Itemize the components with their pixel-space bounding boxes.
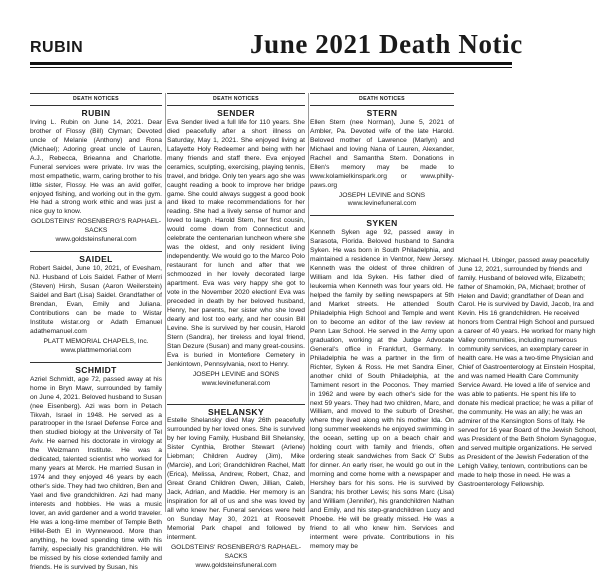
obituary-name: SCHMIDT xyxy=(75,364,117,375)
funeral-home-url: www.goldsteinsfuneral.com xyxy=(55,236,137,244)
funeral-home: PLATT MEMORIAL CHAPELS, Inc. xyxy=(43,337,149,345)
obituary xyxy=(310,219,454,551)
obituary xyxy=(167,408,305,571)
obituary-name: SAIDEL xyxy=(79,254,113,265)
divider xyxy=(30,251,162,252)
obituary-name: RUBIN xyxy=(81,107,111,118)
funeral-home: GOLDSTEINS' ROSENBERG'S RAPHAEL-SACKS xyxy=(30,218,162,235)
funeral-home: JOSEPH LEVINE and SONS xyxy=(338,191,426,199)
obituary-name: SHELANSKY xyxy=(207,406,265,417)
column-divider xyxy=(308,93,309,512)
obituary-column-2 xyxy=(167,93,305,569)
obituary-body: Kenneth Syken age 92, passed away in Sarasota, Florida. Beloved husband to Sandra Syken. He was born in South Philadelphia, and maintained a residence in Ventnor, New Jersey. Kenneth was the oldest of three children of William and Ida Syken. His father died of leukemia when Kenneth was four years old. He helped the family by selling newspapers at 5th and Market streets. He attended South Philadelphia High School and Temple and went on to become an editor of the law review at Penn Law School. He served in the Army upon graduation, working at the Judge Advocate General's office in Frankfurt, Germany. In Philadelphia he was a partner in the firm of Richter, Syken & Ross. He met Sandra Einer, another child of South Philadelphia, at the Tamiment resort in the Poconos. They married in 1962 and were by each other's side for the next 59 years. They had two children, Marc, and William, and moved to the suburb of Dresher, where they lived along with his mother Ida. On long summer weekends he enjoyed swimming in the ocean, setting up on a beach chair and holding court with family and friends, often ordering steak sandwiches from Sack O' Subs for dinner. An early riser, he would go out in the morning and come home with a newspaper and Hershey bars for his sons. He is survived by Sandra; his brother Lewis; his sons Marc (Lisa) and William (Jennifer), his grandchildren Nathan and Emily, and his step-grandchildren Lucy and Phoebe. He will be greatly missed. He was a friend to all who knew him. Services and interment were private. Contributions in his memory may be xyxy=(310,229,454,550)
obituary xyxy=(310,109,454,209)
running-head-left: RUBIN xyxy=(30,39,84,56)
funeral-home-url: www.levinefuneral.com xyxy=(201,379,271,387)
obituary-body: Estelle Shelansky died May 26th peacefully surrounded by her loved ones. She is survived by her loving Family, Husband Bill Shelansky, Sister Cynthia, Brother Stewart (Arlene) Liebman; Children Audrey (Jim), Mike (Marcie), and Lori; Grandchildren Rachel, Matt (Erica), Melissa, Andrew, Robert, Chaz, and Great Grand Children Owen, Jillian, Caleb, Jack, Adrian, and Maddie. Her memory is an inspiration for all of us and she was loved by all who knew her. Funeral services were held on Sunday May 30, 2021 at Roosevelt Memorial Park chapel and followed by interment. xyxy=(167,417,305,541)
divider xyxy=(167,404,305,405)
obituary-name: SENDER xyxy=(217,107,255,118)
running-head-title: June 2021 Death Notic xyxy=(250,29,523,59)
obituary-body: Azriel Schmidt, age 72, passed away at his home in Bryn Mawr, surrounded by family on June 4, 2021. Beloved husband to Susan (nee Eisenberg). Azi was born in Petach Tikvah, Israel in 1948. He served as a paratrooper in the Israel Defense Force and then studied biology at the University of Tel Aviv. He earned his doctorate in virology at the Weizmann Institute. He was a dedicated, talented scientist who worked for many years at Merck. He married Susan in 1974 and they enjoyed 46 years by each other's side. They had two children, Ben and Yael and five grandchildren. Azi had many interests and hobbies. He was a music lover, an avid gardener and a world traveler. He was a long-time member of Temple Beth Hillel-Beth El in Wynnewood. More than anything, he loved spending time with his family, especially his grandchildren. He will be missed by his close extended family and friends. He is survived by Susan, his xyxy=(30,375,162,571)
masthead-rule-thick xyxy=(30,62,512,65)
section-label: DEATH NOTICES xyxy=(310,93,454,106)
obituary xyxy=(30,109,162,245)
divider xyxy=(30,362,162,363)
obituary xyxy=(30,255,162,355)
funeral-home: GOLDSTEINS' ROSENBERG'S RAPHAEL-SACKS xyxy=(170,543,302,560)
column-divider xyxy=(165,93,166,512)
obituary xyxy=(167,109,305,389)
obituary-name: SYKEN xyxy=(366,218,398,229)
obituary-body: Robert Saidel, June 10, 2021, of Evesham, NJ. Husband of Lois Saidel. Father of Merri (Steven) Hirsh, Susan (Aaron Weilerstein) Saidel and Bart (Lisa) Saidel. Grandfather of Brendan, Evan, Emily and Juliana. Contributions can be made to Wistar Institute wistar.org or Adath Emanuel adathemanuel.com xyxy=(30,265,162,335)
section-label: DEATH NOTICES xyxy=(30,93,162,106)
funeral-home-url: www.plattmemorial.com xyxy=(60,346,132,354)
obituary-body: Eva Sender lived a full life for 110 years. She died peacefully after a short illness on Saturday, May 1, 2021. She enjoyed living at Lafayette Holy Redeemer and being with her many friends and staff there. Eva enjoyed ceramics, sculpting, exercising, playing tennis, travel, and bridge. Only ten years ago she was caught reading a book to improve her bridge game. She could always suggest a good book and liked to make recommendations for her reading. She had a lively sense of humor and loved to laugh. Harold Stern, her first cousin, would come down from Connecticut and celebrate the centenarian luncheon where she was the oldest, and only resident living independently. We would go to the Marco Polo restaurant for lunch and after that we schmoozed in her lovely decorated large apartment. Eva was very happy she got to vote in the November 2020 election! Eva was preceded in death by her beloved husband, Henry, her parents, her sister who she loved dearly and lost too early, and her cousin Bill Levine. She is survived by her cousin, Harold Stern (Sandra), her tireless and loyal friend, Stan Dezure (Susan) and many great-cousins. Eva is buried in Montefiore Cemetery in Jenkintown, Pennsylvania, next to Henry. xyxy=(167,118,305,368)
section-label: DEATH NOTICES xyxy=(167,93,305,106)
obituary-body: Irving L. Rubin on June 14, 2021. Dear brother of Flossy (Bill) Clyman; Devoted uncle of Melanie (Anthony) and Rona (Michael); Adoring great uncle of Lauren, A.J., Rebecca, Brieanna and Charlotte. Funeral services were private. Irv was the most empathetic, warm, caring brother to his little sister, Flossy. He was an avid golfer, enjoyed fishing, and working out in the gym. He had a strong work ethic and was just a nice guy to know. xyxy=(30,118,162,216)
divider xyxy=(310,215,454,216)
obituary xyxy=(30,366,162,573)
obituary-name: STERN xyxy=(366,107,398,118)
funeral-home-url: www.goldsteinsfuneral.com xyxy=(195,561,277,569)
obituary-column-4 xyxy=(458,250,597,512)
obituary-column-1 xyxy=(30,93,162,571)
obituary-column-3 xyxy=(310,93,454,550)
masthead-rule-thin xyxy=(30,67,512,68)
obituary-body: Ellen Stern (nee Norman), June 5, 2021 of Ambler, Pa. Devoted wife of the late Harold. Beloved mother of Lawrence (Marlyn) and Michael and loving Nana of Lauren, Alexander, Rachel and Samantha Stern. Donations in Ellen's memory may be made to www.kolamielkinspark.org or www.philly-paws.org xyxy=(310,118,454,189)
obituary-body: Michael H. Ubinger, passed away peacefully June 12, 2021, surrounded by friends and family. Husband of beloved wife, Elizabeth; father of Shamokin, PA, Michael; brother of Helen and David; grandfather of Dean and Carol. He is survived by David, Jacob, Ira and Kevin. His 16 grandchildren. He received honors from Central High School and pursued a career of 40 years. He worked for many high Valley communities, including numerous community services, an exemplary career in health care. He was a two-time Physician and Chief of Gastroenterology at Einstein Hospital, and was named Health Care Community Service Award. He loved a life of service and was able to patients. He spent his life to donate his medical practice; he was a pillar of the community. He was an ally; he was an admirer of the Kensington Sons of Italy. He served for 16 year Board of the Jewish School, was President of the Beth Sholom Synagogue, and served multiple organizations. He served as President of the Jewish Federation of the Lehigh Valley, tenlown, contributions can be made to help those in need. He was a Gastroenterology Fellowship. xyxy=(458,256,597,488)
funeral-home: JOSEPH LEVINE and SONS xyxy=(192,370,280,378)
funeral-home-url: www.levinefuneral.com xyxy=(347,200,417,208)
